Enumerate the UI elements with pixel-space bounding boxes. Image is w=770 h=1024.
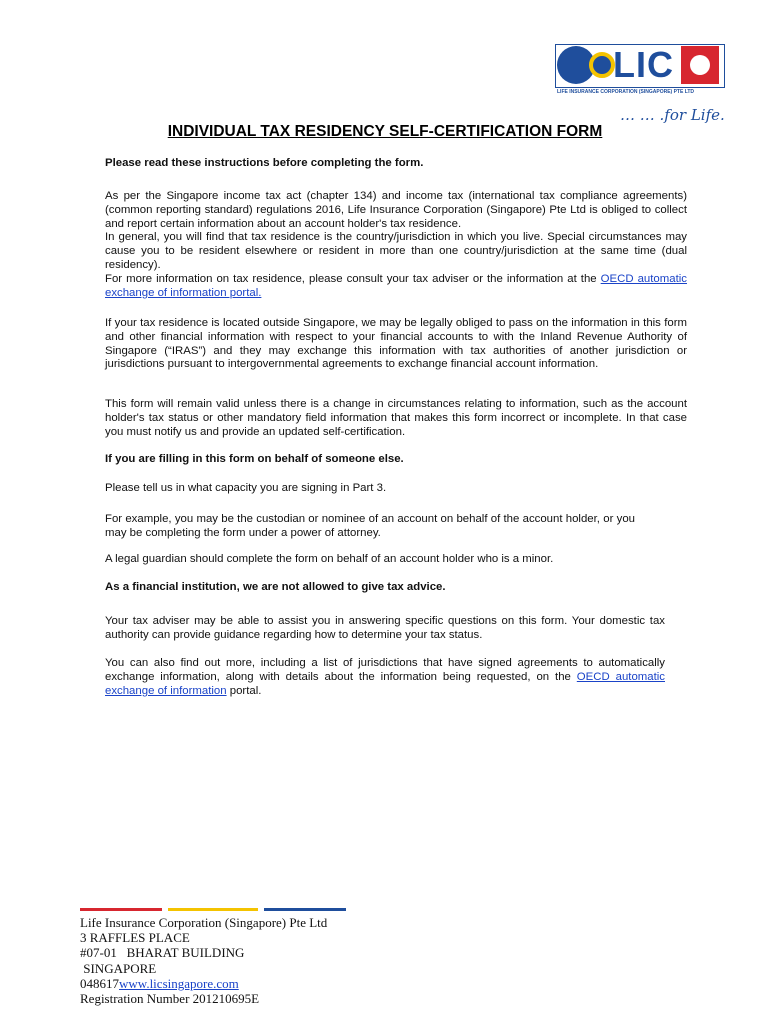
footer-building: #07-01 BHARAT BUILDING — [80, 945, 245, 961]
footer-bar-yellow — [168, 908, 258, 911]
heading-tax-advice: As a financial institution, we are not allowed to give tax advice. — [105, 581, 446, 593]
footer-registration: Registration Number 201210695E — [80, 991, 260, 1007]
paragraph-tax-act-line1: As per the Singapore income tax act (chapter 134) and income tax (international tax compliance agreements) (common reporting standard) regulations 2016, Life Insurance Corporation (Singapore) Pte Ltd is obliged to collect and report certain information about an account holder's tax residence. — [105, 190, 687, 230]
lic-ring-icon — [589, 52, 615, 78]
paragraph-find-out-more-text: You can also find out more, including a list of jurisdictions that have signed agreements to automatically exchange information, along with details about the information being requested, on the — [105, 657, 665, 683]
heading-on-behalf: If you are filling in this form on behalf of someone else. — [105, 453, 404, 465]
page-title: INDIVIDUAL TAX RESIDENCY SELF-CERTIFICATION FORM — [167, 123, 603, 140]
singapore-emblem-icon — [681, 46, 719, 84]
footer-city: SINGAPORE — [80, 960, 157, 976]
paragraph-tax-act-line3: For more information on tax residence, please consult your tax adviser or the information at the — [105, 272, 597, 285]
footer-bar-red — [80, 908, 162, 911]
paragraph-tax-act — [105, 190, 687, 300]
footer-company: Life Insurance Corporation (Singapore) Pte Ltd — [80, 915, 328, 930]
instructions-heading: Please read these instructions before completing the form. — [105, 157, 424, 169]
footer-color-bars — [80, 908, 346, 911]
logo-company-line: LIFE INSURANCE CORPORATION (SINGAPORE) PTE LTD — [557, 89, 695, 95]
paragraph-find-out-more-tail: portal. — [229, 684, 262, 697]
footer-postcode: 048617 — [80, 975, 119, 991]
lic-logo — [555, 44, 723, 102]
footer-bar-blue — [264, 908, 346, 911]
footer-address — [80, 915, 327, 1006]
footer-street: 3 RAFFLES PLACE — [80, 930, 190, 946]
paragraph-find-out-more — [105, 657, 665, 698]
paragraph-custodian: For example, you may be the custodian or nominee of an account on behalf of the account holder, or you may be completing the form under a power of attorney. — [105, 513, 635, 539]
paragraph-validity: This form will remain valid unless there is a change in circumstances relating to information, such as the account holder's tax status or other mandatory field information that makes this form incorrect or incomplete. In that case you must notify us and provide an updated self-certification. — [105, 398, 687, 438]
logo-tagline: … … .for Life. — [620, 106, 725, 124]
footer-postcode-website — [80, 976, 327, 991]
paragraph-residence-outside: If your tax residence is located outside Singapore, we may be legally obliged to pass on the information in this form and other financial information with respect to your financial accounts to with the Inland Revenue Authority of Singapore (“IRAS”) and they may exchange this information with tax authorities of another jurisdiction or jurisdictions pursuant to intergovernmental agreements to exchange financial account information. — [105, 317, 687, 371]
logo-brand: LIC — [613, 44, 674, 85]
oecd-exchange-link[interactable]: OECD automatic exchange of information — [105, 670, 665, 697]
paragraph-tax-adviser: Your tax adviser may be able to assist you in answering specific questions on this form. Your domestic tax authority can provide guidance regarding how to determine your tax status. — [105, 615, 665, 641]
paragraph-tax-act-line2: In general, you will find that tax residence is the country/jurisdiction in which you live. Special circumstances may cause you to be resident elsewhere or resident in more than one country/jurisdiction at the same time (dual residency). — [105, 231, 687, 271]
paragraph-guardian: A legal guardian should complete the form on behalf of an account holder who is a minor. — [105, 553, 554, 565]
oecd-portal-link[interactable]: OECD automatic exchange of information portal. — [105, 272, 687, 299]
paragraph-capacity: Please tell us in what capacity you are signing in Part 3. — [105, 482, 387, 494]
website-link[interactable]: www.licsingapore.com — [119, 975, 239, 991]
